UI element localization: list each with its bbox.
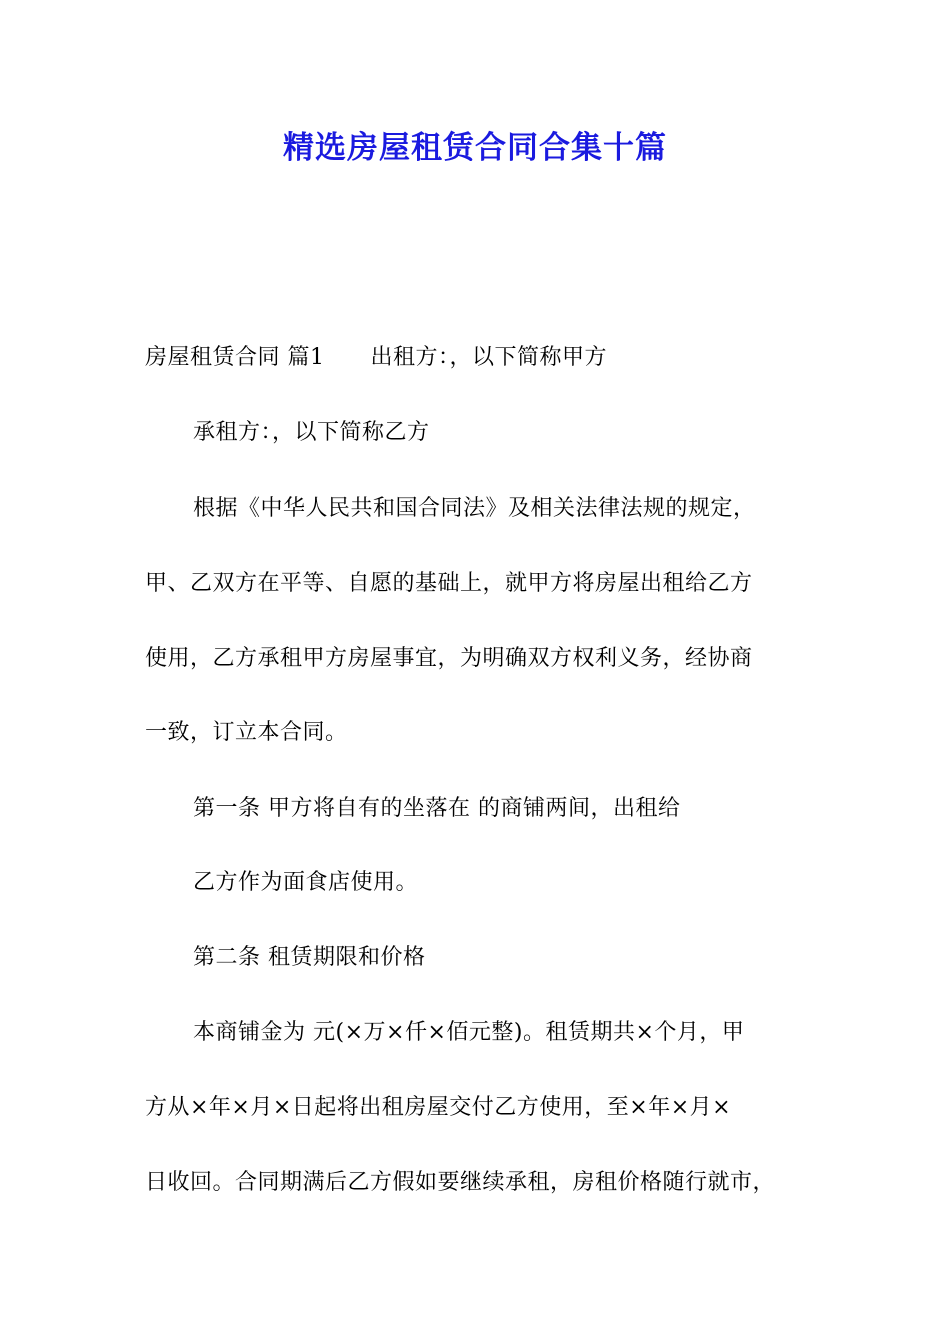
paragraph-line: 方从×年×月×日起将出租房屋交付乙方使用，至×年×月× [145,1095,732,1120]
paragraph-line: 第一条 甲方将自有的坐落在 的商铺两间，出租给 [193,796,681,821]
paragraph-line: 使用，乙方承租甲方房屋事宜，为明确双方权利义务，经协商 [145,646,753,671]
document-title: 精选房屋租赁合同合集十篇 [283,130,667,166]
paragraph-line: 日收回。合同期满后乙方假如要继续承租，房租价格随行就市， [145,1170,776,1195]
paragraph-line: 第二条 租赁期限和价格 [193,945,426,970]
paragraph-line: 乙方作为面食店使用。 [193,870,419,895]
paragraph-line: 甲、乙双方在平等、自愿的基础上，就甲方将房屋出租给乙方 [145,571,753,596]
paragraph-line: 根据《中华人民共和国合同法》及相关法律法规的规定， [193,496,756,521]
paragraph-line: 本商铺金为 元(×万×仟×佰元整)。租赁期共×个月，甲 [193,1020,745,1045]
paragraph-line: 一致，订立本合同。 [145,720,348,745]
section-heading: 房屋租赁合同 篇1 [145,345,325,370]
lessor-line: 出租方：，以下简称甲方 [370,345,608,370]
first-line [145,343,607,373]
paragraph-line: 承租方：，以下简称乙方 [193,420,430,445]
